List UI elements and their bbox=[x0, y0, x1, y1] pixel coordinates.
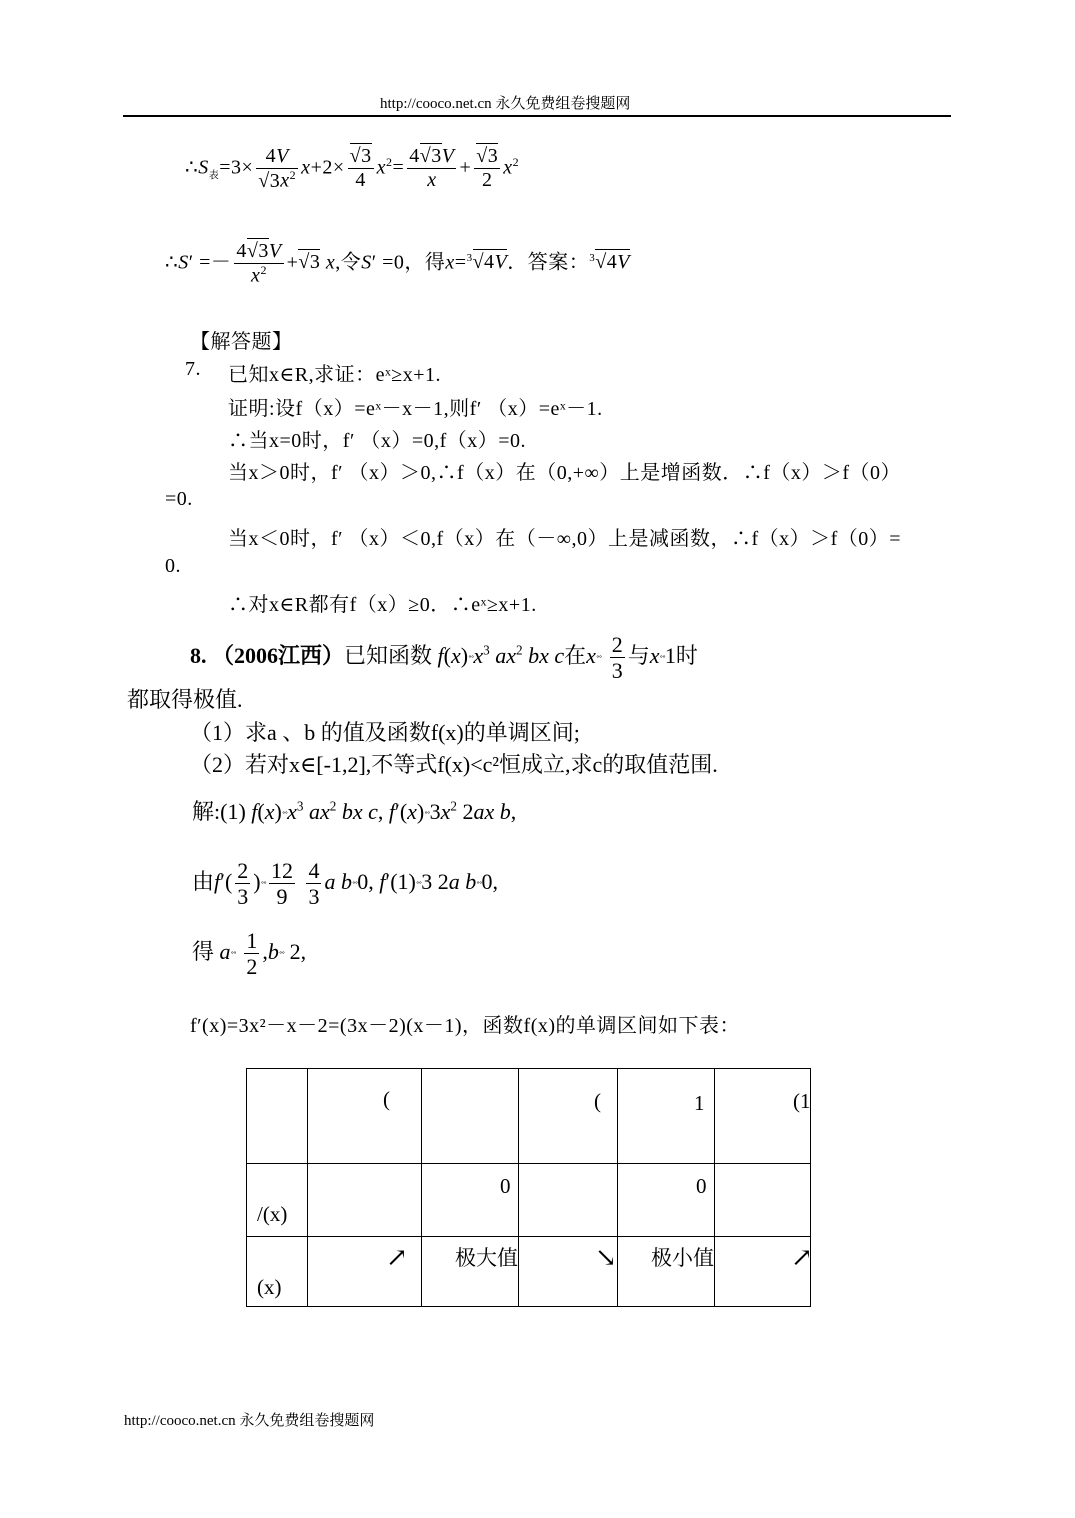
problem8-source: （2006江西） bbox=[212, 642, 345, 668]
problem7-number: 7. bbox=[185, 358, 201, 380]
section-heading: 【解答题】 bbox=[190, 331, 293, 353]
page-footer: http://cooco.net.cn 永久免费组卷搜题网 bbox=[124, 1413, 375, 1429]
table-cell: /(x) bbox=[247, 1164, 308, 1237]
problem7-line: 当x＜0时，f′ （x）＜0,f（x）在（－∞,0）上是减函数，∴f（x）＞f（0）= bbox=[228, 528, 902, 550]
table-cell: 1 bbox=[618, 1069, 715, 1164]
problem7-line: =0. bbox=[165, 488, 193, 510]
table-cell bbox=[247, 1069, 308, 1164]
problem7-line: 当x＞0时，f′ （x）＞0,∴f（x）在（0,+∞）上是增函数．∴f（x）＞f（0） bbox=[228, 462, 902, 484]
table-cell: 极小值 bbox=[618, 1237, 715, 1307]
problem8-number: 8. bbox=[190, 642, 207, 668]
solution-derivative: f′(x)=3x²－x－2=(3x－2)(x－1)，函数f(x)的单调区间如下表： bbox=[190, 1015, 741, 1037]
problem7-line: ∴当x=0时，f′ （x）=0,f（x）=0. bbox=[228, 430, 527, 452]
problem8-heading: 8. （2006江西）已知函数 $f(x)˚˚x^3$ $ax^2$ bx c在x˚˚ $\frac{2}{3}$ 与x˚˚1时 bbox=[190, 632, 698, 684]
solution-line-2: 由f′( $\frac{2}{3}$ )˚˚ $\frac{12}{9}$ $\frac{4}{3}$ a b˚˚0, f′(1)˚˚3 2a b˚˚0, bbox=[192, 858, 499, 910]
table-cell: ↘ bbox=[519, 1237, 618, 1307]
solution-line-3: 得 a˚˚ $\frac{1}{2}$ ,b˚˚ 2, bbox=[192, 928, 307, 980]
table-cell: (x) bbox=[247, 1237, 308, 1307]
header-rule bbox=[123, 115, 951, 117]
table-cell: ↗ bbox=[715, 1237, 811, 1307]
problem8-part1: （1）求a 、b 的值及函数f(x)的单调区间; bbox=[190, 720, 580, 745]
problem7-line: ∴对x∈R都有f（x）≥0．∴eˣ≥x+1. bbox=[228, 594, 537, 616]
table-cell bbox=[308, 1164, 422, 1237]
monotonicity-table bbox=[246, 1068, 811, 1307]
problem8-part2: （2）若对x∈[-1,2],不等式f(x)<c²恒成立,求c的取值范围. bbox=[190, 752, 718, 777]
problem7-statement: 已知x∈R,求证：eˣ≥x+1. bbox=[228, 364, 442, 386]
table-cell: ( bbox=[308, 1069, 422, 1164]
solution-line-1: 解:(1) $f(x)˚˚x^3$ $ax^2$ bx c, $f'(x)˚˚3x^2$ 2ax b, bbox=[192, 798, 517, 824]
table-cell bbox=[715, 1164, 811, 1237]
table-cell: 0 bbox=[422, 1164, 519, 1237]
table-cell bbox=[519, 1164, 618, 1237]
problem7-line: 证明:设f（x）=eˣ－x－1,则f′ （x）=eˣ－1. bbox=[228, 398, 603, 420]
table-cell: ↗ bbox=[308, 1237, 422, 1307]
table-cell: (1 bbox=[715, 1069, 811, 1164]
table-cell: 0 bbox=[618, 1164, 715, 1237]
problem8-statement-continued: 都取得极值. bbox=[127, 687, 243, 712]
page-header: http://cooco.net.cn 永久免费组卷搜题网 bbox=[380, 96, 631, 112]
problem7-line: 0. bbox=[165, 555, 181, 577]
formula-surface-area: $\therefore S_表=3\times$ $\frac{4V}{√3x^2}$ x+2× $\frac{√3}{4}$ $x^2=$ $\frac{4√3V}{x}$ + $\frac{√3}{2}$ $x^2$ bbox=[185, 145, 520, 192]
table-cell bbox=[422, 1069, 519, 1164]
formula-derivative-answer: ∴S′ =－ $\frac{4√3V}{x^2}$ +√3 x,令S′ =0，得x=$^3$√4V．答案：$^3$√4V bbox=[165, 240, 630, 287]
table-cell: 极大值 bbox=[422, 1237, 519, 1307]
table-cell: ( bbox=[519, 1069, 618, 1164]
